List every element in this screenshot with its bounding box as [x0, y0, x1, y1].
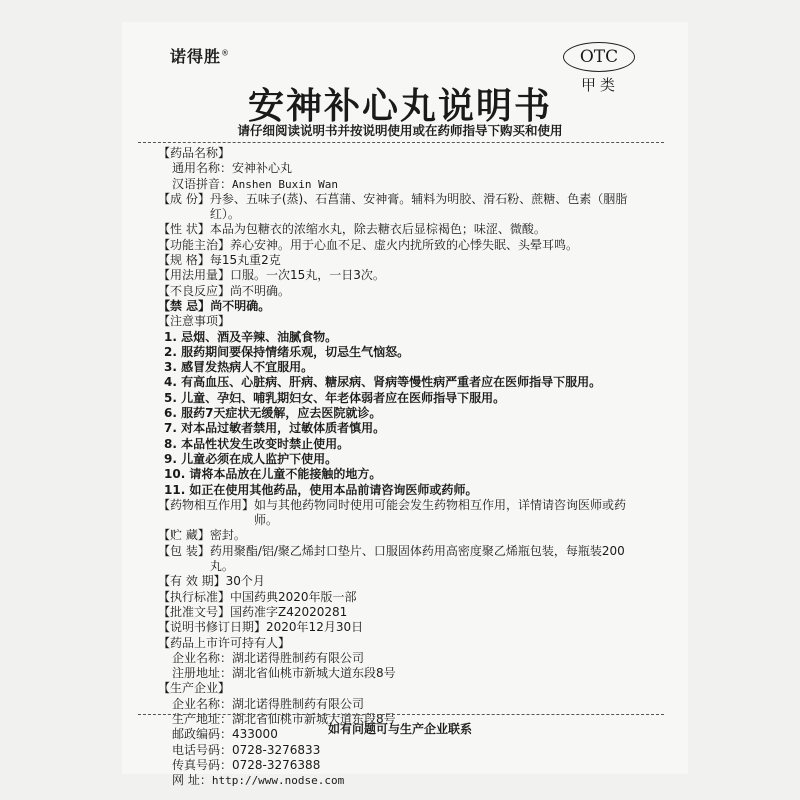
standard-value: 中国药典2020年版一部 [230, 589, 357, 604]
document-subtitle: 请仔细阅读说明书并按说明使用或在药师指导下购买和使用 [237, 123, 563, 138]
precaution-item: 9. 儿童必须在成人监护下使用。 [164, 451, 338, 466]
precaution-item: 11. 如正在使用其他药品，使用本品前请咨询医师或药师。 [164, 482, 478, 497]
spec-label: 【规 格】 [158, 253, 210, 268]
phone-row [158, 743, 644, 758]
approval-row [158, 605, 644, 620]
postal-code-value: 433000 [232, 727, 278, 742]
package-row [158, 544, 644, 575]
adverse-value: 尚不明确。 [230, 283, 291, 298]
manufacturer-address-value: 湖北省仙桃市新城大道东段8号 [232, 711, 396, 726]
manufacturer-company-label: 企业名称： [172, 696, 233, 711]
otc-label: OTC [579, 47, 619, 67]
storage-row [158, 528, 644, 543]
dosage-row [158, 268, 644, 283]
fax-value: 0728-3276388 [232, 757, 321, 772]
revision-value: 2020年12月30日 [266, 620, 364, 635]
dosage-value: 口服。一次15丸，一日3次。 [230, 268, 385, 283]
manufacturer-company-row [158, 697, 644, 712]
contraindication-label: 【禁 忌】 [158, 298, 211, 313]
website-link[interactable]: http://www.nodse.com [211, 774, 345, 788]
standard-label: 【执行标准】 [158, 589, 231, 604]
otc-badge [563, 42, 635, 72]
validity-label: 【有 效 期】 [158, 574, 226, 589]
bottom-divider [138, 714, 664, 715]
spec-row [158, 253, 644, 268]
revision-label: 【说明书修订日期】 [158, 620, 267, 635]
holder-address-row [158, 666, 644, 681]
holder-header: 【药品上市许可持有人】 [158, 635, 291, 650]
manufacturer-header: 【生产企业】 [158, 681, 231, 696]
approval-label: 【批准文号】 [158, 604, 231, 619]
footer-contact-note: 如有问题可与生产企业联系 [327, 722, 472, 736]
brand-name: 诺得胜 [170, 47, 222, 66]
document-title: 安神补心丸说明书 [247, 86, 552, 127]
common-name-label: 通用名称： [172, 161, 233, 176]
top-divider [138, 142, 664, 143]
precaution-item: 8. 本品性状发生改变时禁止使用。 [164, 436, 350, 451]
indication-value: 养心安神。用于心血不足、虚火内扰所致的心悸失眠、头晕耳鸣。 [230, 237, 579, 252]
holder-company-value: 湖北诺得胜制药有限公司 [232, 650, 365, 665]
adverse-label: 【不良反应】 [158, 283, 231, 298]
website-label: 网 址： [172, 773, 212, 788]
precaution-item: 10. 请将本品放在儿童不能接触的地方。 [164, 467, 382, 482]
package-value: 药用聚酯/铝/聚乙烯封口垫片、口服固体药用高密度聚乙烯瓶包装，每瓶装200丸。 [209, 543, 625, 574]
revision-row [158, 620, 644, 635]
adverse-row [158, 284, 644, 299]
spec-value: 每15丸重2克 [209, 253, 281, 268]
phone-label: 电话号码： [172, 742, 233, 757]
dosage-label: 【用法用量】 [158, 268, 231, 283]
pinyin-label: 汉语拼音： [172, 176, 233, 191]
common-name-row [158, 161, 644, 176]
pinyin-row [158, 177, 644, 192]
manufacturer-address-label: 生产地址： [172, 711, 233, 726]
character-value: 本品为包糖衣的浓缩水丸，除去糖衣后显棕褐色；味涩、微酸。 [209, 222, 546, 237]
phone-value: 0728-3276833 [232, 742, 321, 757]
precautions-header: 【注意事项】 [158, 314, 231, 329]
brand-logo [170, 44, 230, 67]
indication-row [158, 238, 644, 253]
composition-label: 【成 份】 [158, 191, 210, 206]
common-name-value: 安神补心丸 [232, 161, 293, 176]
precaution-item: 5. 儿童、孕妇、哺乳期妇女、年老体弱者应在医师指导下服用。 [164, 390, 506, 405]
registered-mark: ® [221, 48, 231, 58]
drug-name-header-row [158, 146, 644, 161]
holder-address-label: 注册地址： [172, 666, 233, 681]
storage-label: 【贮 藏】 [158, 528, 210, 543]
package-label: 【包 装】 [158, 543, 210, 558]
interaction-label: 【药物相互作用】 [158, 497, 255, 512]
composition-row [158, 192, 644, 223]
character-row [158, 222, 644, 237]
indication-label: 【功能主治】 [158, 237, 231, 252]
leaflet-body [158, 146, 644, 788]
interaction-row [158, 498, 644, 529]
postal-code-label: 邮政编码： [172, 727, 233, 742]
approval-value: 国药准字Z42020281 [230, 604, 348, 619]
storage-value: 密封。 [209, 528, 246, 543]
validity-value: 30个月 [225, 574, 265, 589]
precaution-item: 4. 有高血压、心脏病、肝病、糖尿病、肾病等慢性病严重者应在医师指导下服用。 [164, 375, 602, 390]
otc-class: 甲类 [581, 76, 620, 94]
website-row [158, 773, 644, 788]
precautions-header-row [158, 314, 644, 329]
precaution-item: 3. 感冒发热病人不宜服用。 [164, 360, 314, 375]
pinyin-value: Anshen Buxin Wan [232, 177, 338, 191]
precaution-item: 2. 服药期间要保持情绪乐观，切忌生气恼怒。 [164, 344, 410, 359]
validity-row [158, 574, 644, 589]
holder-header-row [158, 636, 644, 651]
precaution-item: 7. 对本品过敏者禁用，过敏体质者慎用。 [164, 421, 386, 436]
holder-address-value: 湖北省仙桃市新城大道东段8号 [232, 666, 396, 681]
holder-company-row [158, 651, 644, 666]
precaution-item: 6. 服药7天症状无缓解，应去医院就诊。 [164, 406, 382, 421]
drug-name-header: 【药品名称】 [158, 146, 231, 160]
interaction-value: 如与其他药物同时使用可能会发生药物相互作用，详情请咨询医师或药师。 [254, 497, 627, 528]
contraindication-value: 尚不明确。 [210, 298, 271, 313]
composition-value: 丹参、五味子(蒸)、石菖蒲、安神膏。辅料为明胶、滑石粉、蔗糖、色素（胭脂红）。 [209, 191, 628, 222]
standard-row [158, 590, 644, 605]
manufacturer-header-row [158, 681, 644, 696]
manufacturer-company-value: 湖北诺得胜制药有限公司 [232, 696, 365, 711]
fax-row [158, 758, 644, 773]
fax-label: 传真号码： [172, 757, 233, 772]
holder-company-label: 企业名称： [172, 650, 233, 665]
contraindication-row [158, 299, 644, 314]
character-label: 【性 状】 [158, 222, 210, 237]
precaution-item: 1. 忌烟、酒及辛辣、油腻食物。 [164, 329, 338, 344]
